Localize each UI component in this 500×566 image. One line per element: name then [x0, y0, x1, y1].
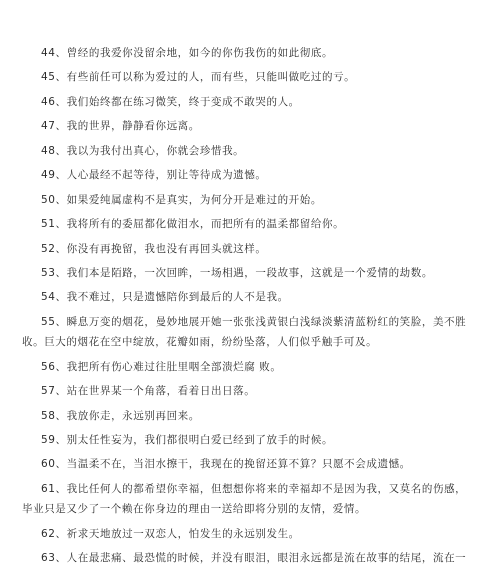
list-item: 62、祈求天地放过一双恋人，怕发生的永远别发生。 — [41, 527, 300, 540]
list-item: 61、我比任何人的都希望你幸福，但想想你将来的幸福却不是因为我，又莫名的伤感， — [41, 482, 467, 495]
list-item: 52、你没有再挽留，我也没有再回头就这样。 — [41, 242, 267, 255]
list-item: 63、人在最悲痛、最恐慌的时候，并没有眼泪，眼泪永远都是流在故事的结尾，流在一 — [41, 552, 467, 564]
list-item: 57、站在世界某一个角落，看着日出日落。 — [41, 385, 256, 397]
list-item: 47、我的世界，静静看你远离。 — [41, 120, 200, 133]
list-item: 44、曾经的我爱你没留余地，如今的你伤我伤的如此彻底。 — [41, 47, 334, 59]
list-item: 50、如果爱纯属虚构不是真实，为何分开是难过的开始。 — [41, 193, 322, 206]
list-item: 46、我们始终都在练习微笑，终于变成不敢哭的人。 — [41, 95, 300, 108]
list-item: 45、有些前任可以称为爱过的人，而有些，只能叫做吃过的亏。 — [41, 71, 356, 84]
list-item-continuation: 毕业只是又少了一个赖在你身边的理由一送给即将分别的友情，爱情。 — [22, 503, 367, 516]
list-item: 58、我放你走，永远别再回来。 — [41, 409, 200, 422]
list-item: 51、我将所有的委屈都化做泪水，而把所有的温柔都留给你。 — [41, 218, 345, 230]
list-item: 48、我以为我付出真心，你就会珍惜我。 — [41, 144, 245, 157]
list-item-continuation: 收。巨大的烟花在空中绽放，花瓣如雨，纷纷坠落，人们似乎触手可及。 — [22, 336, 378, 349]
list-item: 53、我们本是陌路，一次回眸，一场相遇，一段故事，这就是一个爱情的劫数。 — [41, 266, 433, 279]
list-item: 55、瞬息万变的烟花，曼妙地展开她一张张浅黄银白浅绿淡紫清蓝粉红的笑脸，美不胜 — [41, 315, 467, 328]
list-item: 49、人心最经不起等待，别让等待成为遗憾。 — [41, 169, 267, 182]
list-item: 56、我把所有伤心难过往肚里咽全部溃烂腐 败。 — [41, 360, 282, 373]
list-item: 54、我不难过，只是遗憾陪你到最后的人不是我。 — [41, 291, 289, 304]
list-item: 59、别太任性妄为，我们都很明白爱已经到了放手的时候。 — [41, 433, 334, 446]
list-item: 60、当温柔不在，当泪水擦干，我现在的挽留还算不算？只愿不会成遗憾。 — [41, 458, 411, 471]
